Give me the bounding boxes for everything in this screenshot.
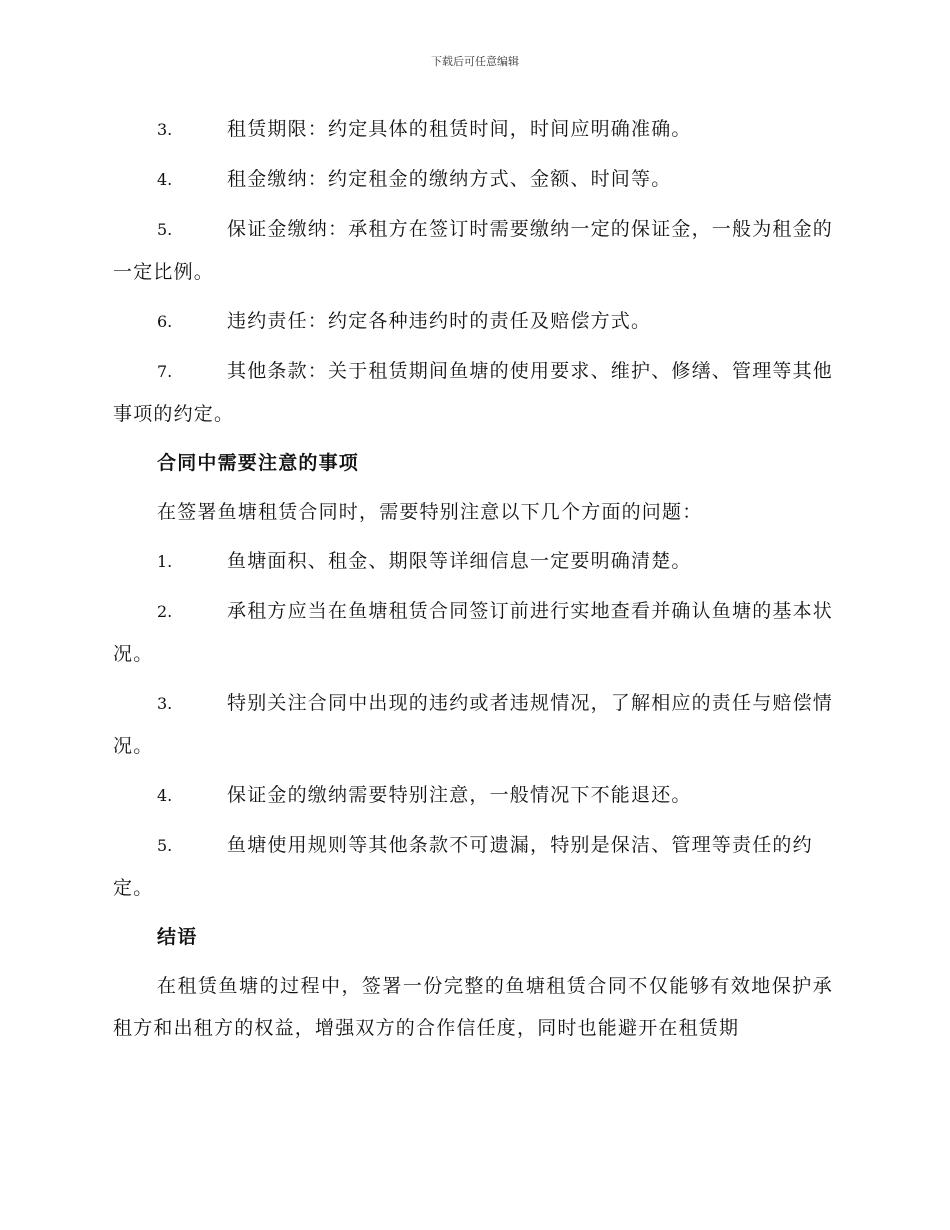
list-item <box>113 158 833 201</box>
section-intro: 在签署鱼塘租赁合同时，需要特别注意以下几个方面的问题： <box>157 501 703 523</box>
list-text: 鱼塘使用规则等其他条款不可遗漏，特别是保洁、管理等责任的约定。 <box>113 834 813 899</box>
conclusion-paragraph: 在租赁鱼塘的过程中，签署一份完整的鱼塘租赁合同不仅能够有效地保护承租方和出租方的权益，增强双方的合作信任度，同时也能避开在租赁期 <box>113 975 833 1039</box>
list-item <box>113 300 833 343</box>
list-text: 承租方应当在鱼塘租赁合同签订前进行实地查看并确认鱼塘的基本状况。 <box>113 600 834 665</box>
list-text: 保证金缴纳：承租方在签订时需要缴纳一定的保证金，一般为租金的一定比例。 <box>113 218 834 283</box>
list-text: 租赁期限：约定具体的租赁时间，时间应明确准确。 <box>227 118 692 140</box>
list-number: 3. <box>157 120 173 139</box>
list-number: 7. <box>157 362 173 381</box>
list-number: 4. <box>157 170 173 189</box>
list-text: 特别关注合同中出现的违约或者违规情况，了解相应的责任与赔偿情况。 <box>113 692 834 757</box>
list-text: 租金缴纳：约定租金的缴纳方式、金额、时间等。 <box>227 168 672 190</box>
list-number: 2. <box>157 602 173 621</box>
list-item <box>113 540 833 583</box>
list-item <box>113 824 833 909</box>
list-text: 鱼塘面积、租金、期限等详细信息一定要明确清楚。 <box>227 550 692 572</box>
list-number: 5. <box>157 220 173 239</box>
list-text: 保证金的缴纳需要特别注意，一般情况下不能退还。 <box>227 784 692 806</box>
list-item <box>113 590 833 675</box>
list-text: 违约责任：约定各种违约时的责任及赔偿方式。 <box>227 310 652 332</box>
page-header: 下载后可任意编辑 <box>431 55 519 68</box>
list-number: 3. <box>157 694 173 713</box>
list-text: 其他条款：关于租赁期间鱼塘的使用要求、维护、修缮、管理等其他事项的约定。 <box>113 360 834 425</box>
list-item <box>113 350 833 435</box>
document-body <box>113 108 833 1056</box>
list-number: 1. <box>157 552 173 571</box>
list-number: 5. <box>157 836 173 855</box>
list-number: 6. <box>157 312 173 331</box>
section-heading: 合同中需要注意的事项 <box>157 452 360 474</box>
list-item <box>113 108 833 151</box>
list-item <box>113 682 833 767</box>
list-item <box>113 208 833 293</box>
list-item <box>113 774 833 817</box>
section-heading: 结语 <box>157 926 198 948</box>
list-number: 4. <box>157 786 173 805</box>
